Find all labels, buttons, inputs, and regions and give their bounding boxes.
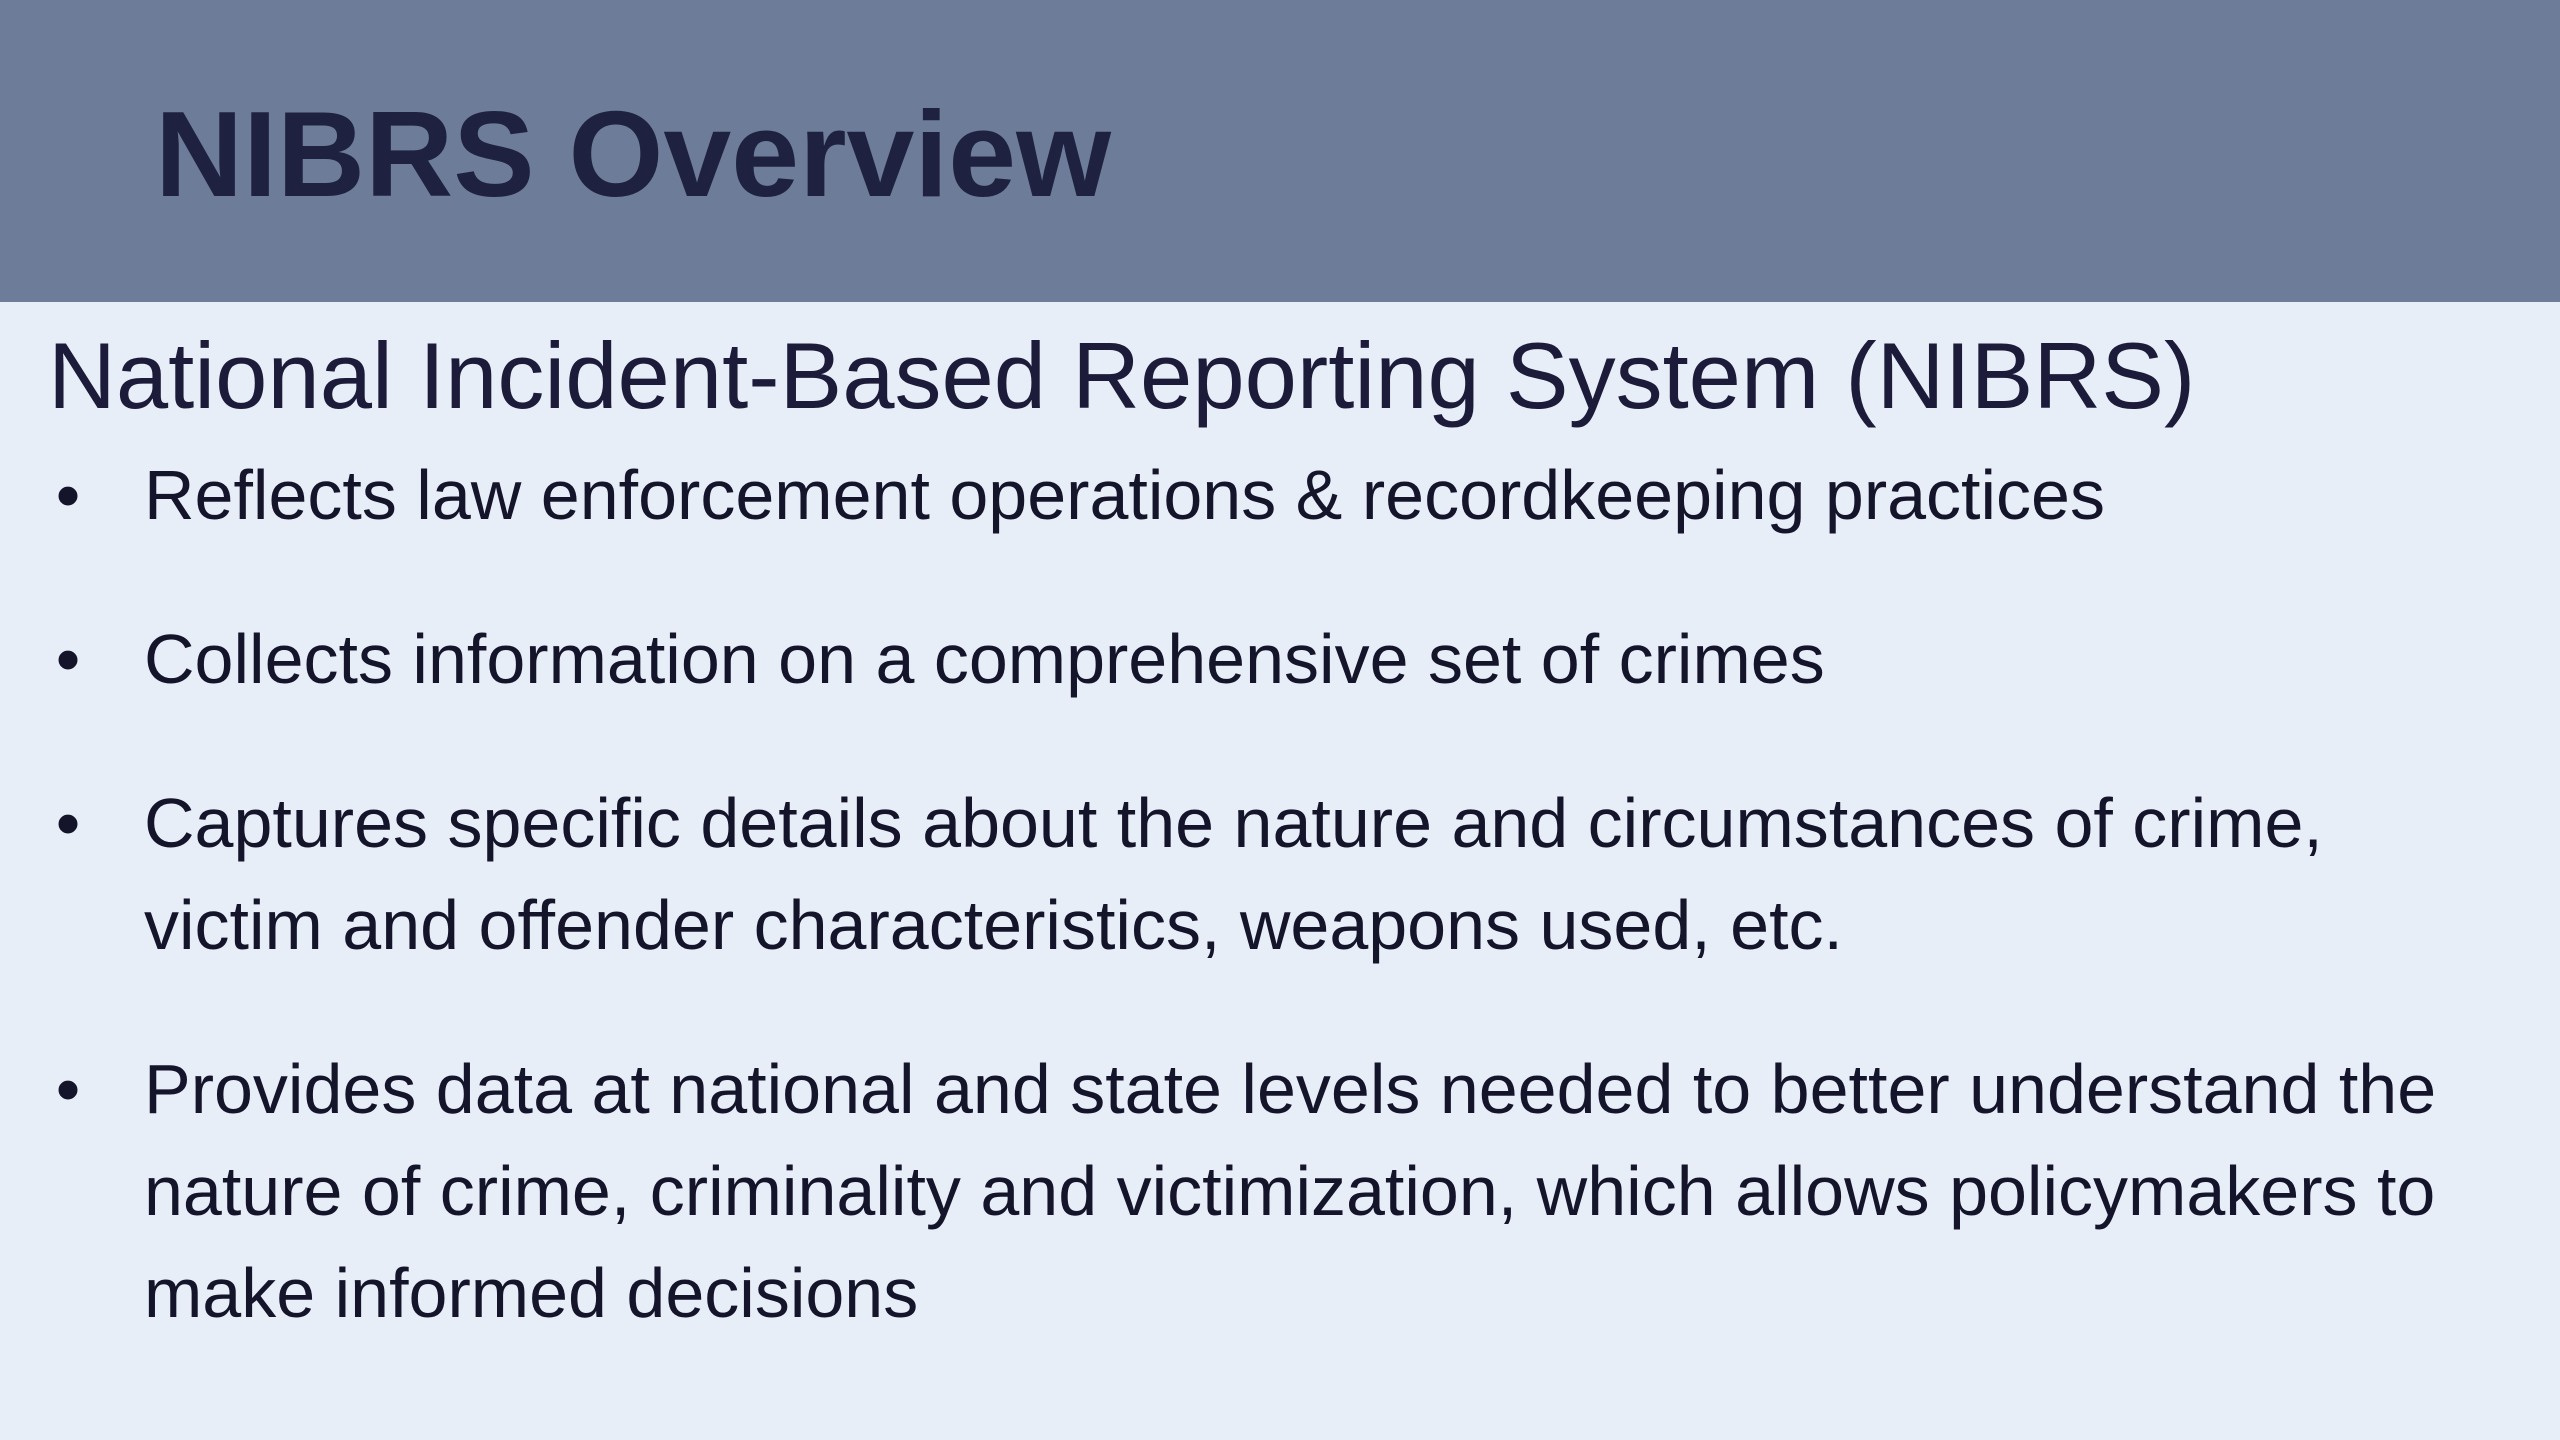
bullet-dot-icon: • xyxy=(55,784,81,862)
bullet-item xyxy=(48,608,2518,710)
bullet-item xyxy=(48,444,2518,546)
bullet-dot-icon: • xyxy=(55,1050,81,1128)
title-bar xyxy=(0,0,2560,302)
bullet-text: Collects information on a comprehensive set of crimes xyxy=(144,620,1825,698)
bullet-list xyxy=(48,444,2518,1344)
slide-title: NIBRS Overview xyxy=(155,86,1112,222)
slide-subtitle: National Incident-Based Reporting System (NIBRS) xyxy=(48,323,2196,428)
bullet-text: Captures specific details about the nature and circumstances of crime, victim and offender characteristics, weapons used, etc. xyxy=(144,784,2323,964)
slide-content xyxy=(48,318,2518,1344)
bullet-item xyxy=(48,1038,2518,1344)
bullet-text: Reflects law enforcement operations & recordkeeping practices xyxy=(144,456,2105,534)
bullet-dot-icon: • xyxy=(55,620,81,698)
bullet-item xyxy=(48,772,2518,976)
bullet-text: Provides data at national and state levels needed to better understand the nature of crime, criminality and victimization, which allows policymakers to make informed decisions xyxy=(144,1050,2437,1332)
bullet-dot-icon: • xyxy=(55,456,81,534)
